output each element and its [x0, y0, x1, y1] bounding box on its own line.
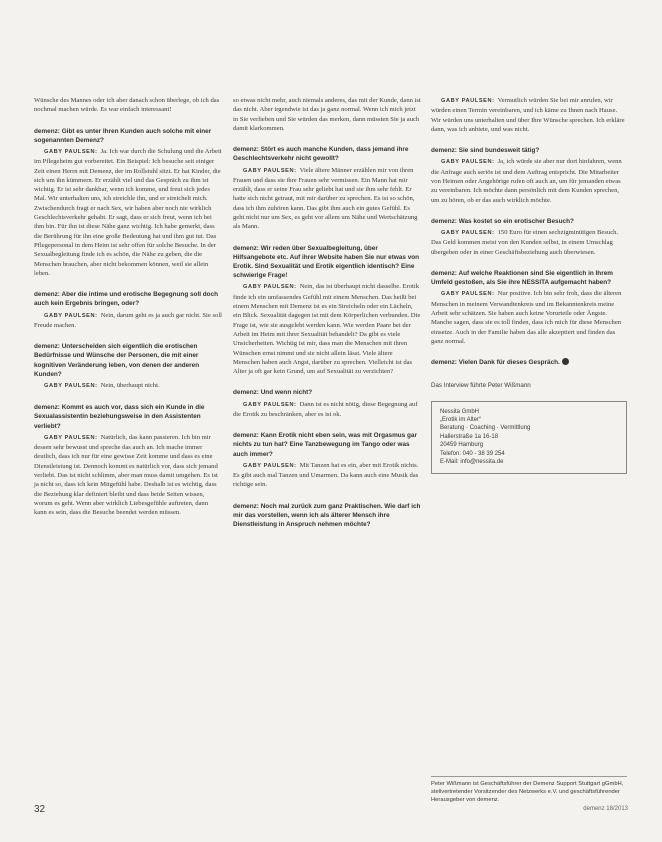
interview-question: demenz: Noch mal zurück zum ganz Praktischen. Wie darf ich mir das vorstellen, wenn ich als älterer Mensch ihre Dienstleistung in Anspruch nehmen möchte?: [233, 502, 421, 529]
interview-answer: GABY PAULSEN: Nein, das ist überhaupt nicht dasselbe. Erotik finde ich ein umfassendes Gefühl mit einem Menschen. Das heißt bei einem Menschen mit Demenz ist es ein Streicheln oder ein Lächeln, ein Blick. Sexualität dagegen ist mit dem Körperlichen verbunden. Die Frage ist, wie sie ausgelebt werden kann. Wie werden Paare bei der Arbeit im Heim mit ihrer Sexualität behandelt? Da gibt es viele Unsicherheiten. Wichtig ist mir, dass man die Menschen mit ihren Wünschen ernst nimmt und sie nicht allein lässt. Viele ältere Menschen haben auch Angst, darüber zu sprechen. Vielleicht ist das Alter ja oft gar kein Grund, um auf Sexualität zu verzichten?: [233, 283, 421, 376]
text-column-3: [431, 96, 627, 474]
interview-answer: GABY PAULSEN: Nur positive. Ich bin sehr froh, dass die älteren Menschen in meinem Verwandtenkreis und im Bekanntenkreis meine Arbeit sehr schätzen. Sie haben auch keine Vorurteile oder Ängste. Manche sagen, dass sie es toll finden, dass ich mich für diese Menschen einsetze. Auch in der Familie haben das alle akzeptiert und finden das ganz normal.: [431, 290, 622, 345]
interview-question: demenz: Vielen Dank für dieses Gespräch.: [431, 358, 627, 367]
interview-question: demenz: Aber die intime und erotische Begegnung soll doch auch kein Ergebnis bringen, oder?: [34, 291, 219, 308]
contact-line: Nessita GmbH: [440, 408, 480, 415]
interview-question: demenz: Wir reden über Sexualbegleitung, über Hilfsangebote etc. Auf ihrer Website haben Sie nur etwas von Erotik. Sind Sexualität und Erotik eigentlich identisch? Eine schwierige Frage!: [233, 244, 420, 280]
interview-answer: GABY PAULSEN: Ja. Ich war durch die Schulung und die Arbeit im Pflegeheim gut vorbereitet. Ein Beispiel: Ich besuche seit einiger Zeit einen Herrn mit Demenz, der im Rollstuhl sitzt. Er hat Kinder, die sich um ihn kümmern. Er erzählt viel und das Gespräch zu ihm ist wichtig. Er ist sehr dankbar, wenn ich komme, und freut sich jedes Mal. Wir unterhalten uns, ich streichle ihn, und er streichelt mich. Zwischendurch fragt er nach Sex, wir haben aber noch nie wirklich Geschlechtsverkehr gehabt. Er sagt, dass er sich freut, wenn ich bei ihm bin. Für ihn ist diese Nähe ganz wichtig. Ich habe gemerkt, dass die Berührung für ihn eine große Bedeutung hat und ihm gut tut. Das Pflegepersonal in dem Heim ist sehr offen für solche Besuche. In der Sexualbegleitung finde ich es schön, die Nähe zu geben, die die Menschen brauchen, aber nicht bekommen können, weil sie allein leben.: [34, 148, 222, 277]
contact-box: [431, 401, 627, 474]
end-mark-icon: [562, 358, 569, 365]
speaker-name: GABY PAULSEN:: [243, 401, 297, 408]
text-column-1: [34, 96, 222, 518]
speaker-name: GABY PAULSEN:: [243, 167, 297, 174]
interview-answer: GABY PAULSEN: Mit Tanzen hat es ein, aber mit Erotik nichts. Es gibt auch mal Tanzen und Umarmen. Da kann auch eine Musik das richtige sein.: [233, 461, 419, 489]
interview-answer: GABY PAULSEN: Natürlich, das kann passieren. Ich bin mir dessen sehr bewusst und spreche das auch an. Ich mache immer deutlich, dass ich nur für eine gewisse Zeit komme und dass es eine Dienstleistung ist. Dennoch kommt es natürlich vor, dass sich jemand verliebt. Das ist nicht schlimm, aber man muss damit umgehen. Es ist ja nicht so, dass ich kein Mitgefühl habe. Deshalb ist es wichtig, dass die Beziehung klar definiert bleibt und dass beide Seiten wissen, worum es geht. Wenn aber wirklich Liebesgefühle auftreten, dann kann es sein, dass die Besuche beendet werden müssen.: [34, 433, 218, 517]
interview-credit: Das Interview führte Peter Wißmann: [431, 382, 531, 390]
speaker-name: GABY PAULSEN:: [44, 434, 98, 441]
contact-line: Beratung · Coaching · Vermittlung: [440, 425, 531, 432]
contact-line: E-Mail: info@nessita.de: [440, 459, 504, 466]
page-number: 32: [34, 804, 46, 815]
interview-answer: GABY PAULSEN: Dann ist es nicht nötig, diese Begegnung auf die Erotik zu beschränken, aber es ist ok.: [233, 400, 418, 418]
interview-question: demenz: Was kostet so ein erotischer Besuch?: [431, 217, 574, 225]
speaker-name: GABY PAULSEN:: [441, 230, 495, 237]
interview-question: demenz: Gibt es unter Ihren Kunden auch solche mit einer sogenannten Demenz?: [34, 127, 212, 144]
contact-line: Telefon: 040 - 38 39 254: [440, 450, 505, 457]
text-column-2: [233, 96, 421, 531]
interview-question: demenz: Kann Erotik nicht eben sein, was mit Orgasmus gar nichts zu tun hat? Eine Tanzbewegung im Tango oder was auch immer?: [233, 432, 417, 458]
interview-answer: GABY PAULSEN: Vermutlich würden Sie bei mir anrufen, wir würden einen Termin vereinbaren, und ich käme zu Ihnen nach Hause. Wir würden uns unterhalten und über Ihre Wünsche sprechen. Ich erkläre dann, was ich anbiete, und was nicht.: [431, 97, 625, 133]
speaker-name: GABY PAULSEN:: [441, 98, 495, 104]
speaker-name: GABY PAULSEN:: [44, 149, 98, 155]
interview-answer: GABY PAULSEN: Nein, überhaupt nicht.: [34, 381, 222, 391]
contact-line: Hallerstraße 1a 16-18: [440, 433, 499, 440]
interview-question: demenz: Stört es auch manche Kunden, dass jemand ihre Geschlechtsverkehr nicht gewollt?: [233, 146, 409, 163]
interview-question: demenz: Unterscheiden sich eigentlich die erotischen Bedürfnisse und Wünsche der Personen, die mit einer kognitiven Veränderung leben, von denen der anderen Kunden?: [34, 343, 200, 378]
interview-question: demenz: Kommt es auch vor, dass sich ein Kunde in die Sexualassistentin beziehungsweise in den Assistenten verliebt?: [34, 404, 205, 430]
interview-answer: GABY PAULSEN: Ja, ich würde sie aber nur dort hinfahren, wenn die Anfrage auch seriös ist und dem Auftrag entspricht. Die Mitarbeiter von Heimen oder Angehörige rufen oft auch an, um für jemanden etwas zu vereinbaren. Ich möchte dann persönlich mit dem Kunden sprechen, um zu hören, ob er das auch wirklich möchte.: [431, 158, 622, 204]
interview-answer: GABY PAULSEN: 150 Euro für einen sechzigminütigen Besuch. Das Geld kommen meist von den Kunden selbst, in einem Umschlag übergeben oder in einer Geschäftsbeziehung auch überwiesen.: [431, 229, 619, 256]
paragraph: so etwas nicht mehr, auch niemals anderes, das mit der Kunde, dann ist das nicht. Aber irgendwie ist das ja ganz normal. Wenn ich mich jetzt in Sie verlieben und Sie würden das merken, dann müssten Sie ja auch damit klarkommen.: [233, 97, 421, 132]
interview-question: demenz: Und wenn nicht?: [233, 389, 313, 397]
speaker-name: GABY PAULSEN:: [441, 291, 495, 298]
page-footer: demenz 18/2013: [583, 806, 628, 812]
speaker-name: GABY PAULSEN:: [243, 462, 297, 469]
interview-question: demenz: Auf welche Reaktionen sind Sie eigentlich in Ihrem Umfeld gestoßen, als Sie ihre NESSITA aufgemacht haben?: [431, 269, 613, 287]
speaker-name: GABY PAULSEN:: [44, 312, 98, 319]
speaker-name: GABY PAULSEN:: [44, 382, 98, 389]
paragraph: Wünsche des Mannes oder ich aber danach schon überlege, ob ich das nochmal machen würde. Es war einfach interessant!: [34, 97, 220, 114]
author-bio: Peter Wißmann ist Geschäftsführer der Demenz Support Stuttgart gGmbH, stellvertretender Vorsitzender des Netzwerks e.V. und geschäftsführender Herausgeber von demenz.: [431, 776, 627, 804]
interview-question: demenz: Sie sind bundesweit tätig?: [431, 147, 540, 155]
speaker-name: GABY PAULSEN:: [441, 159, 495, 166]
interview-answer: GABY PAULSEN: Viele ältere Männer erzählen mir von ihren Frauen und dass sie ihre Frauen sehr vermissen. Ein Mann hat mir erzählt, dass er seine Frau sehr geliebt hat und sie ihm sehr fehlt. Er hatte sich nicht getraut, mit mir darüber zu sprechen. Es ist so schön, dass ich ihm zuhören kann. Das gibt ihm auch ein gutes Gefühl. Es geht nicht nur um Sex, es geht vor allem um Nähe und Wertschätzung als Mann.: [233, 166, 418, 231]
contact-line: „Erotik im Alter“: [440, 417, 482, 424]
speaker-name: GABY PAULSEN:: [243, 284, 297, 291]
interview-answer: GABY PAULSEN: Nein, darum geht es ja auch gar nicht. Sie soll Freude machen.: [34, 311, 222, 329]
contact-line: 20459 Hamburg: [440, 442, 484, 449]
